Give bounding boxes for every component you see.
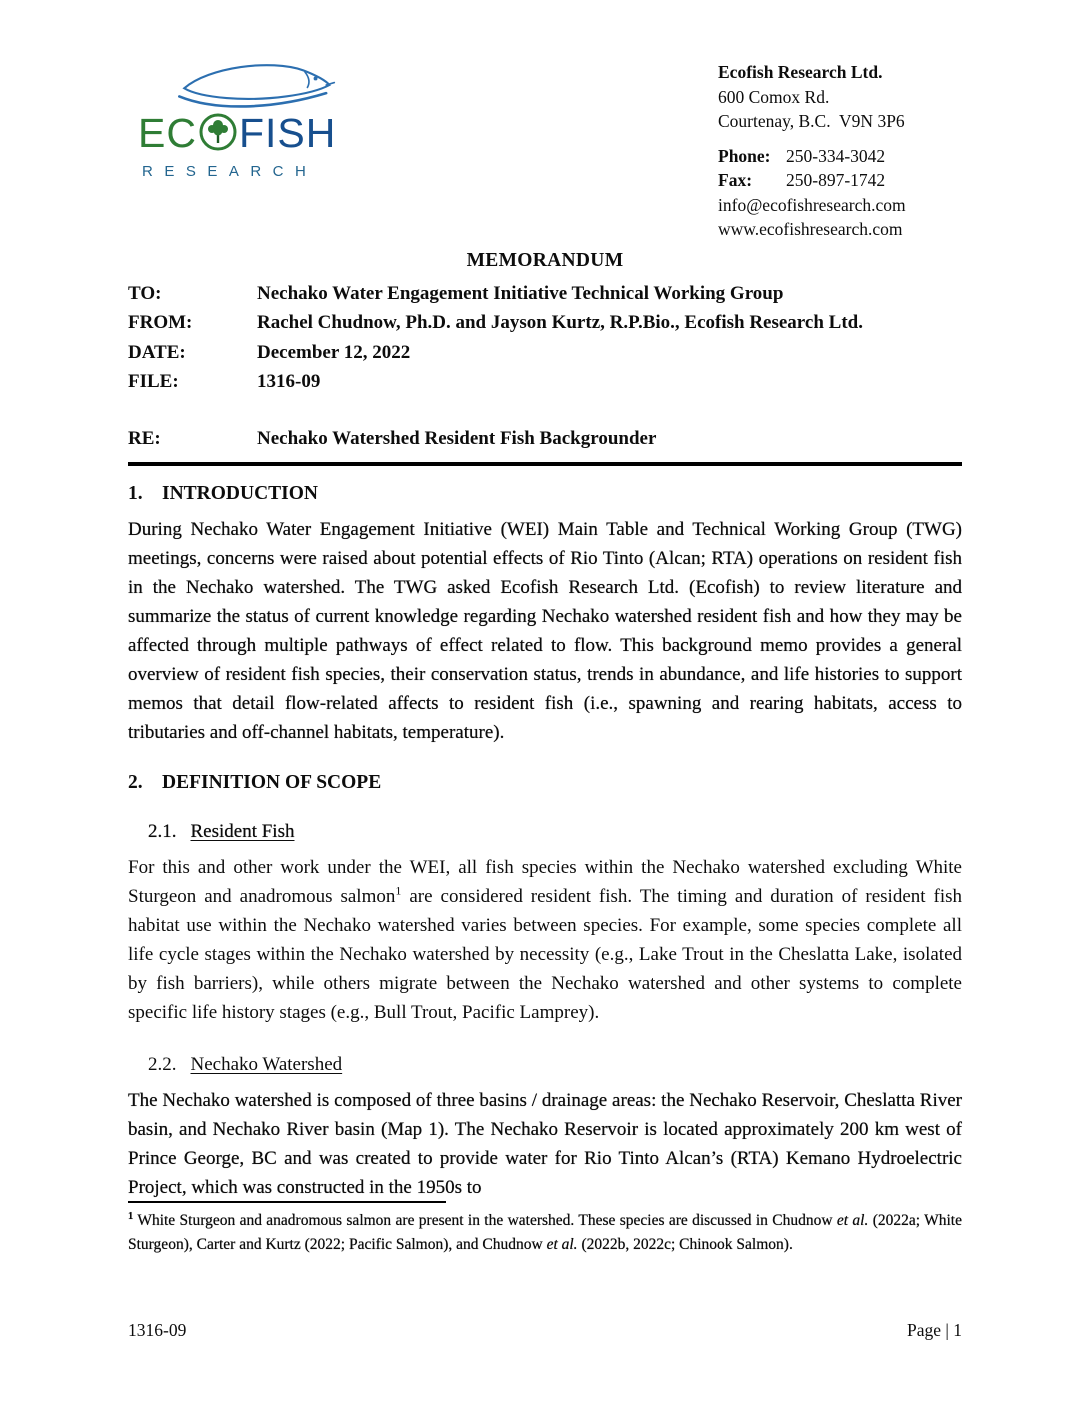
logo-text-fish: FISH [238, 110, 337, 156]
fax-label: Fax: [718, 170, 753, 190]
footnote-segment: (2022b, 2022c; Chinook Salmon). [577, 1236, 793, 1253]
section-2-number: 2. [128, 772, 143, 793]
section-2-1-paragraph [128, 853, 962, 1027]
contact-website: www.ecofishresearch.com [718, 219, 903, 239]
contact-fax-row [718, 168, 962, 193]
memo-row-to [128, 279, 962, 309]
logo-tree-o-icon [198, 112, 238, 159]
phone-label: Phone: [718, 145, 771, 166]
phone-number: 250-334-3042 [786, 145, 886, 166]
fish-eye [314, 77, 318, 81]
contact-spacer [718, 134, 962, 144]
fish-icon [166, 54, 346, 116]
footnote-etal: et al. [836, 1212, 869, 1229]
footer-page-number: Page | 1 [906, 1320, 962, 1340]
section-1-paragraph: During Nechako Water Engagement Initiative (WEI) Main Table and Technical Working Group (TWG) meetings, concerns were raised about potential effects of Rio Tinto (Alcan; RTA) operations on resident fish in the Nechako watershed. The TWG asked Ecofish Research Ltd. (Ecofish) to review literature and summarize the status of current knowledge regarding Nechako watershed resident fish and how they may be affected through multiple pathways of effect related to flow. This background memo provides a general overview of resident fish species, their conservation status, trends in abundance, and life histories to support memos that detail flow-related affects to resident fish (i.e., spawning and rearing habitats, access to tributaries and off-channel habitats, temperature). [128, 519, 962, 743]
section-2-2-number: 2.2. [148, 1054, 177, 1075]
footnote-separator [128, 1201, 446, 1203]
section-2-heading [128, 772, 962, 794]
header-divider-rule [128, 462, 962, 466]
footnote-segment: (2022a; White Sturgeon), Carter and Kurtz (2022; Pacific Salmon), and Chudnow [128, 1212, 962, 1253]
section-2-1-number: 2.1. [148, 821, 177, 842]
page-content [128, 0, 962, 1202]
paragraph-text: are considered resident fish. The timing and duration of resident fish habitat use within the Nechako watershed varies between species. For example, some species complete all life cycle stages within the Nechako watershed by necessity (e.g., Lake Trout in the Cheslatta Lake, isolated by fish barriers), while others migrate between the Nechako watershed and other systems to complete specific life history stages (e.g., Bull Trout, Pacific Lamprey). [128, 886, 963, 1023]
memo-row-from [128, 308, 962, 338]
memo-to-value: Nechako Water Engagement Initiative Technical Working Group [257, 282, 784, 304]
memo-date-label: DATE: [128, 341, 186, 363]
memo-file-value: 1316-09 [257, 371, 321, 392]
section-2-1-heading [128, 821, 962, 843]
paragraph-text: For this and other work under the WEI, all fish species within the Nechako watershed excluding White Sturgeon and anadromous salmon [128, 857, 962, 907]
contact-email: info@ecofishresearch.com [718, 194, 906, 215]
page-footer [128, 1320, 962, 1341]
footnote-marker: 1 [128, 1210, 134, 1222]
memo-to-label: TO: [128, 282, 162, 304]
logo-wordmark [138, 110, 376, 157]
contact-block [718, 54, 962, 242]
memo-rows [128, 279, 962, 454]
footer-file-number: 1316-09 [128, 1320, 187, 1340]
ecofish-logo [138, 54, 376, 180]
section-2-2-title: Nechako Watershed [190, 1054, 343, 1075]
footnote-reference: 1 [395, 883, 402, 898]
memo-re-label: RE: [128, 427, 161, 449]
memo-title: MEMORANDUM [466, 249, 624, 271]
memo-re-value: Nechako Watershed Resident Fish Backgrounder [257, 427, 657, 449]
section-1-heading [128, 483, 962, 505]
section-2-2-paragraph: The Nechako watershed is composed of three basins / drainage areas: the Nechako Reservoir, Cheslatta River basin, and Nechako River basin (Map 1). The Nechako Reservoir is located approximately 200 km west of Prince George, BC and was created to provide water for Rio Tinto Alcan’s (RTA) Kemano Hydroelectric Project, which was constructed in the 1950s to [128, 1090, 962, 1198]
memo-from-label: FROM: [128, 312, 193, 333]
contact-address-line1: 600 Comox Rd. [718, 86, 830, 107]
logo-subtitle: RESEARCH [142, 163, 318, 180]
contact-address-line2: Courtenay, B.C. V9N 3P6 [718, 111, 905, 131]
memo-row-re [128, 424, 962, 454]
memo-row-date [128, 338, 962, 368]
section-2-title: DEFINITION OF SCOPE [162, 772, 382, 793]
fax-number: 250-897-1742 [786, 170, 886, 190]
memo-row-file [128, 367, 962, 397]
memo-date-value: December 12, 2022 [257, 341, 411, 363]
section-1-title: INTRODUCTION [162, 483, 319, 504]
logo-text-ec: EC [138, 110, 197, 156]
footnote-etal: et al. [546, 1236, 578, 1253]
section-2-2-heading [128, 1054, 962, 1076]
contact-phone-row [718, 144, 962, 169]
section-2-1-title: Resident Fish [190, 821, 295, 842]
page-header [128, 0, 962, 242]
memo-from-value: Rachel Chudnow, Ph.D. and Jayson Kurtz, R.P.Bio., Ecofish Research Ltd. [257, 312, 863, 333]
contact-company: Ecofish Research Ltd. [718, 62, 883, 82]
footnote-text [128, 1209, 962, 1257]
footnote-block [128, 1201, 962, 1257]
footnote-segment: White Sturgeon and anadromous salmon are present in the watershed. These species are discussed in Chudnow [133, 1212, 837, 1229]
section-1-number: 1. [128, 483, 143, 504]
memo-file-label: FILE: [128, 371, 179, 392]
